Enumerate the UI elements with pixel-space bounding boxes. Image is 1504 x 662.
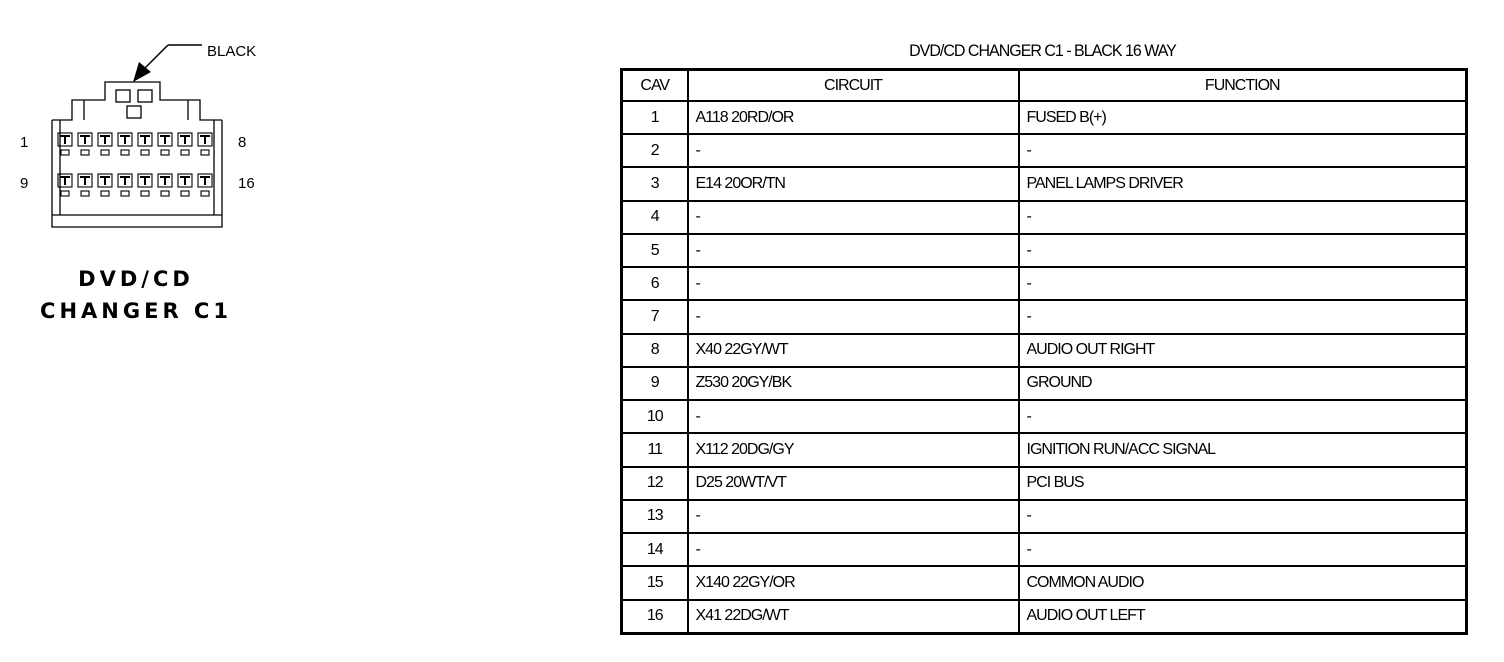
function-cell: - [1019, 400, 1467, 433]
function-cell: - [1019, 134, 1467, 167]
table-row [622, 167, 1467, 200]
function-cell: FUSED B(+) [1019, 101, 1467, 134]
cav-cell: 7 [622, 300, 688, 333]
terminal-cavity [178, 133, 192, 155]
table-row [622, 201, 1467, 234]
terminal-cavity [138, 174, 152, 196]
circuit-cell: E14 20OR/TN [688, 167, 1019, 200]
table-title: DVD/CD CHANGER C1 - BLACK 16 WAY [909, 42, 1176, 61]
circuit-cell: X41 22DG/WT [688, 600, 1019, 634]
cav-cell: 14 [622, 533, 688, 566]
function-cell: - [1019, 234, 1467, 267]
circuit-cell: - [688, 300, 1019, 333]
cav-cell: 11 [622, 433, 688, 466]
pinout-table [620, 68, 1468, 635]
cav-cell: 15 [622, 566, 688, 599]
pin-grid [58, 133, 212, 196]
terminal-cavity [78, 133, 92, 155]
header-circuit: CIRCUIT [688, 70, 1019, 102]
header-function: FUNCTION [1019, 70, 1467, 102]
connector-diagram [0, 0, 300, 340]
table-row [622, 566, 1467, 599]
function-cell: - [1019, 500, 1467, 533]
table-row [622, 334, 1467, 367]
terminal-cavity [158, 174, 172, 196]
terminal-cavity [158, 133, 172, 155]
table-row [622, 400, 1467, 433]
function-cell: - [1019, 267, 1467, 300]
circuit-cell: A118 20RD/OR [688, 101, 1019, 134]
pin-label-8: 8 [238, 134, 247, 151]
table-row [622, 101, 1467, 134]
cav-cell: 3 [622, 167, 688, 200]
terminal-cavity [118, 174, 132, 196]
table-row [622, 134, 1467, 167]
cav-cell: 2 [622, 134, 688, 167]
table-row [622, 267, 1467, 300]
cav-cell: 8 [622, 334, 688, 367]
function-cell: AUDIO OUT RIGHT [1019, 334, 1467, 367]
circuit-cell: - [688, 201, 1019, 234]
terminal-cavity [178, 174, 192, 196]
cav-cell: 6 [622, 267, 688, 300]
circuit-cell: - [688, 267, 1019, 300]
circuit-cell: - [688, 134, 1019, 167]
terminal-cavity [198, 133, 212, 155]
terminal-cavity [78, 174, 92, 196]
terminal-cavity [98, 174, 112, 196]
function-cell: PANEL LAMPS DRIVER [1019, 167, 1467, 200]
terminal-cavity [98, 133, 112, 155]
table-row [622, 433, 1467, 466]
table-row [622, 367, 1467, 400]
cav-cell: 12 [622, 467, 688, 500]
table-row [622, 234, 1467, 267]
connector-body [52, 82, 222, 227]
circuit-cell: - [688, 533, 1019, 566]
pin-label-1: 1 [20, 134, 29, 151]
table-row [622, 600, 1467, 634]
cav-cell: 10 [622, 400, 688, 433]
circuit-cell: X40 22GY/WT [688, 334, 1019, 367]
cav-cell: 5 [622, 234, 688, 267]
table-body [622, 101, 1467, 634]
terminal-cavity [198, 174, 212, 196]
function-cell: PCI BUS [1019, 467, 1467, 500]
color-callout [133, 45, 202, 82]
terminal-cavity [118, 133, 132, 155]
function-cell: - [1019, 201, 1467, 234]
pin-label-16: 16 [238, 175, 255, 192]
cav-cell: 4 [622, 201, 688, 234]
function-cell: - [1019, 533, 1467, 566]
circuit-cell: X140 22GY/OR [688, 566, 1019, 599]
function-cell: COMMON AUDIO [1019, 566, 1467, 599]
cav-cell: 9 [622, 367, 688, 400]
circuit-cell: - [688, 400, 1019, 433]
table-header-row [622, 70, 1467, 102]
cav-cell: 16 [622, 600, 688, 634]
connector-name-line2: CHANGER C1 [40, 299, 232, 323]
function-cell: - [1019, 300, 1467, 333]
circuit-cell: - [688, 500, 1019, 533]
function-cell: AUDIO OUT LEFT [1019, 600, 1467, 634]
cav-cell: 1 [622, 101, 688, 134]
table-row [622, 300, 1467, 333]
pin-label-9: 9 [20, 175, 29, 192]
connector-name-line1: DVD/CD [78, 267, 194, 291]
function-cell: IGNITION RUN/ACC SIGNAL [1019, 433, 1467, 466]
circuit-cell: - [688, 234, 1019, 267]
color-callout-label: BLACK [207, 43, 257, 60]
terminal-cavity [138, 133, 152, 155]
header-cav: CAV [622, 70, 688, 102]
function-cell: GROUND [1019, 367, 1467, 400]
circuit-cell: Z530 20GY/BK [688, 367, 1019, 400]
cav-cell: 13 [622, 500, 688, 533]
table-row [622, 500, 1467, 533]
circuit-cell: D25 20WT/VT [688, 467, 1019, 500]
table-row [622, 533, 1467, 566]
circuit-cell: X112 20DG/GY [688, 433, 1019, 466]
table-row [622, 467, 1467, 500]
